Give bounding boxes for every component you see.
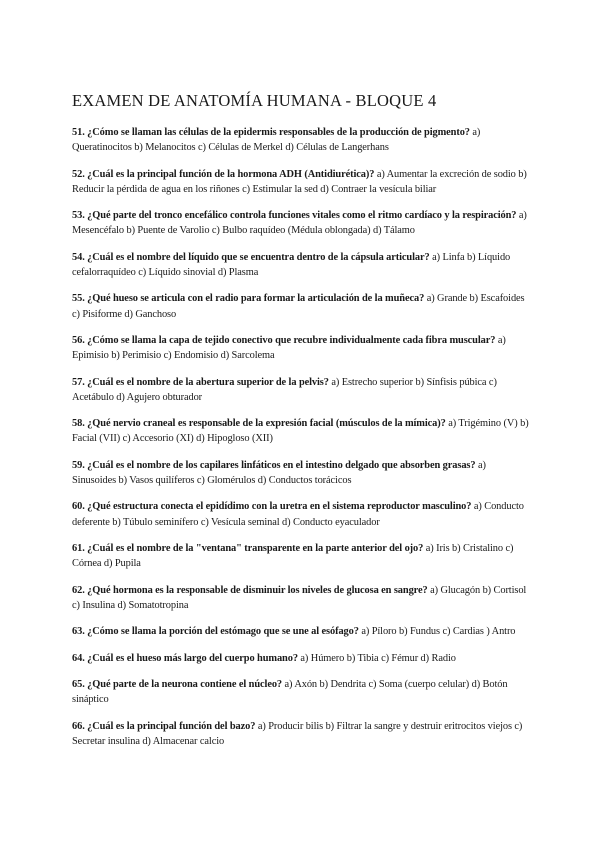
question-stem: 51. ¿Cómo se llaman las células de la epidermis responsables de la producción de pigmento? <box>72 127 470 138</box>
question-66 <box>72 719 532 749</box>
document-title: EXAMEN DE ANATOMÍA HUMANA - BLOQUE 4 <box>72 91 437 110</box>
question-stem: 55. ¿Qué hueso se articula con el radio para formar la articulación de la muñeca? <box>72 293 425 305</box>
question-options: a) Queratinocitos b) Melanocitos c) Células de Merkel d) Células de Langerhans <box>72 127 481 154</box>
question-options: a) Grande b) Escafoides c) Pisiforme d) Ganchoso <box>72 293 525 320</box>
question-63 <box>72 624 532 639</box>
question-stem: 57. ¿Cuál es el nombre de la abertura superior de la pelvis? <box>72 376 329 388</box>
question-55 <box>72 291 532 321</box>
question-56 <box>72 333 532 363</box>
question-options: a) Conducto deferente b) Túbulo seminífero c) Vesícula seminal d) Conducto eyaculador <box>72 501 524 528</box>
question-58 <box>72 416 532 446</box>
question-59 <box>72 458 532 488</box>
question-stem: 58. ¿Qué nervio craneal es responsable de la expresión facial (músculos de la mímica)? <box>72 418 446 430</box>
question-stem: 59. ¿Cuál es el nombre de los capilares linfáticos en el intestino delgado que absorben grasas? <box>72 459 476 471</box>
question-stem: 63. ¿Cómo se llama la porción del estómago que se une al esófago? <box>72 626 359 638</box>
question-57 <box>72 375 532 405</box>
question-stem: 66. ¿Cuál es la principal función del bazo? <box>72 720 256 732</box>
question-options: a) Epimisio b) Perimisio c) Endomisio d) Sarcolema <box>72 334 506 362</box>
question-list <box>72 125 532 760</box>
question-stem: 64. ¿Cuál es el hueso más largo del cuerpo humano? <box>72 652 298 664</box>
question-options: a) Trigémino (V) b) Facial (VII) c) Accesorio (XI) d) Hipogloso (XII) <box>72 418 529 445</box>
question-stem: 56. ¿Cómo se llama la capa de tejido conectivo que recubre individualmente cada fibra muscular? <box>72 334 496 346</box>
question-stem: 52. ¿Cuál es la principal función de la hormona ADH (Antidiurética)? <box>72 168 375 180</box>
question-65 <box>72 677 532 707</box>
question-stem: 61. ¿Cuál es el nombre de la "ventana" transparente en la parte anterior del ojo? <box>72 542 424 554</box>
question-options: a) Húmero b) Tibia c) Fémur d) Radio <box>300 652 456 664</box>
question-54 <box>72 250 532 280</box>
question-options: a) Mesencéfalo b) Puente de Varolio c) Bulbo raquídeo (Médula oblongada) d) Tálamo <box>72 210 527 237</box>
question-options: a) Glucagón b) Cortisol c) Insulina d) Somatotropina <box>72 584 527 611</box>
question-stem: 54. ¿Cuál es el nombre del líquido que se encuentra dentro de la cápsula articular? <box>72 251 430 263</box>
question-stem: 62. ¿Qué hormona es la responsable de disminuir los niveles de glucosa en sangre? <box>72 584 428 596</box>
question-options: a) Píloro b) Fundus c) Cardias ) Antro <box>361 626 516 638</box>
question-options: a) Estrecho superior b) Sínfisis púbica c) Acetábulo d) Agujero obturador <box>72 376 497 403</box>
question-62 <box>72 583 532 613</box>
question-options: a) Sinusoides b) Vasos quilíferos c) Glomérulos d) Conductos torácicos <box>72 459 486 486</box>
question-options: a) Aumentar la excreción de sodio b) Reducir la pérdida de agua en los riñones c) Estimular la sed d) Contraer la vesícula biliar <box>72 168 527 195</box>
question-stem: 60. ¿Qué estructura conecta el epidídimo con la uretra en el sistema reproductor masculino? <box>72 501 472 513</box>
question-52 <box>72 167 532 197</box>
question-options: a) Producir bilis b) Filtrar la sangre y destruir eritrocitos viejos c) Secretar insulina d) Almacenar calcio <box>72 720 523 747</box>
question-61 <box>72 541 532 571</box>
question-60 <box>72 499 532 529</box>
question-options: a) Linfa b) Líquido cefalorraquídeo c) Líquido sinovial d) Plasma <box>72 251 511 278</box>
question-options: a) Iris b) Cristalino c) Córnea d) Pupila <box>72 542 514 570</box>
question-stem: 53. ¿Qué parte del tronco encefálico controla funciones vitales como el ritmo cardíaco y la respiración? <box>72 210 517 222</box>
question-stem: 65. ¿Qué parte de la neurona contiene el núcleo? <box>72 678 283 690</box>
question-64 <box>72 651 532 666</box>
question-options: a) Axón b) Dendrita c) Soma (cuerpo celular) d) Botón sináptico <box>72 678 508 706</box>
question-53 <box>72 208 532 238</box>
question-51 <box>72 125 532 155</box>
